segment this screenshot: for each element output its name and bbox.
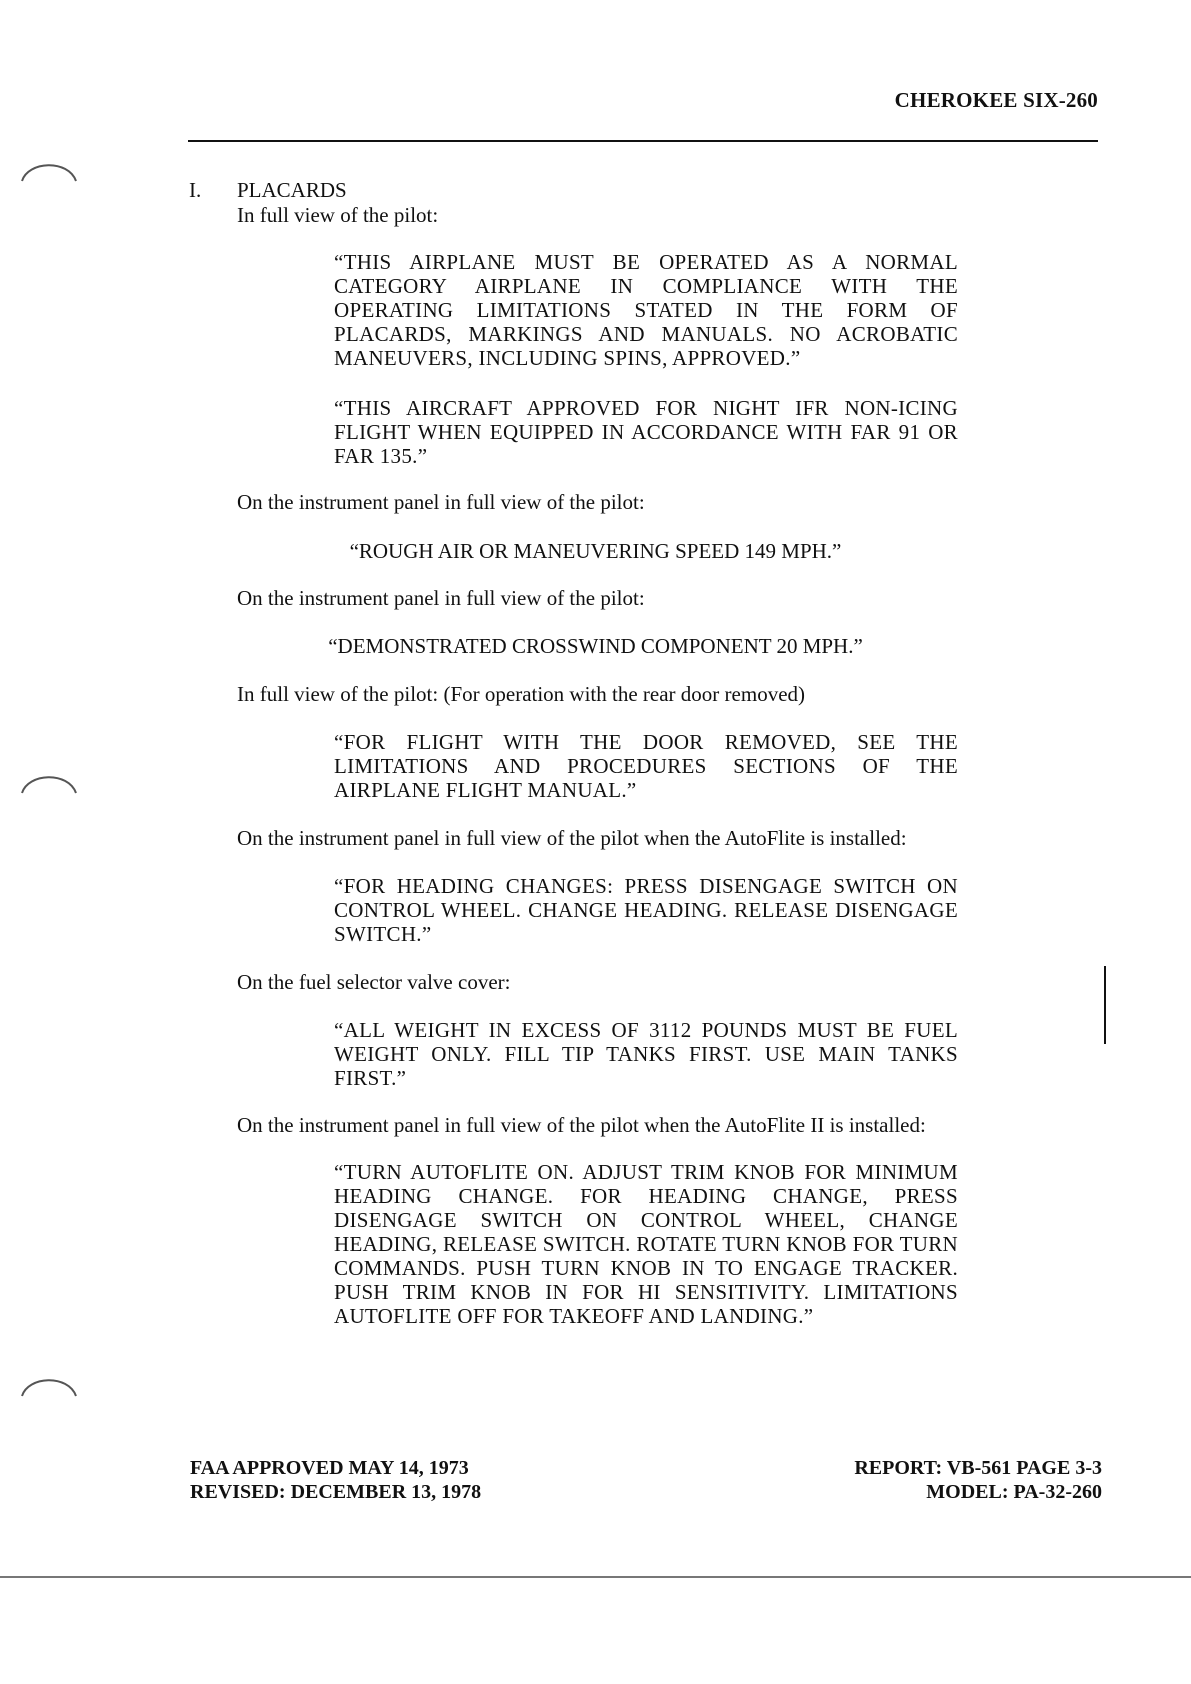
placard-text: “ROUGH AIR OR MANEUVERING SPEED 149 MPH.” [349, 539, 842, 563]
placard-intro: In full view of the pilot: (For operation with the rear door removed) [237, 682, 806, 706]
revision-change-bar [1104, 966, 1106, 1044]
page-bottom-edge [0, 1576, 1191, 1578]
footer-model: MODEL: PA-32-260 [926, 1481, 1102, 1503]
footer-approved: FAA APPROVED MAY 14, 1973 [190, 1457, 469, 1479]
placard-text: “FOR FLIGHT WITH THE DOOR REMOVED, SEE THE LIMITATIONS AND PROCEDURES SECTIONS OF THE AIRPLANE FLIGHT MANUAL.” [334, 730, 958, 802]
placard-text: “THIS AIRPLANE MUST BE OPERATED AS A NORMAL CATEGORY AIRPLANE IN COMPLIANCE WITH THE OPERATING LIMITATIONS STATED IN THE FORM OF PLACARDS, MARKINGS AND MANUALS. NO ACROBATIC MANEUVERS, INCLUDING SPINS, APPROVED.” [334, 250, 958, 370]
punch-hole-middle [18, 767, 80, 813]
placard-intro: On the fuel selector valve cover: [237, 970, 511, 994]
placard-intro: On the instrument panel in full view of the pilot: [237, 490, 645, 514]
placard-text: “THIS AIRCRAFT APPROVED FOR NIGHT IFR NON-ICING FLIGHT WHEN EQUIPPED IN ACCORDANCE WITH FAR 91 OR FAR 135.” [334, 396, 958, 468]
section-number: I. [189, 178, 202, 202]
footer-left [190, 1456, 481, 1504]
punch-hole-bottom [18, 1370, 80, 1416]
footer-right [854, 1456, 1102, 1504]
placard-intro: In full view of the pilot: [237, 203, 439, 227]
section-title: PLACARDS [237, 178, 347, 202]
footer-revised: REVISED: DECEMBER 13, 1978 [190, 1481, 482, 1503]
placard-text: “FOR HEADING CHANGES: PRESS DISENGAGE SWITCH ON CONTROL WHEEL. CHANGE HEADING. RELEASE DISENGAGE SWITCH.” [334, 874, 958, 946]
page-header-title: CHEROKEE SIX-260 [894, 88, 1098, 112]
punch-hole-top [18, 155, 80, 201]
placard-intro: On the instrument panel in full view of the pilot: [237, 586, 645, 610]
footer-report: REPORT: VB-561 PAGE 3-3 [854, 1457, 1102, 1479]
header-rule [188, 140, 1098, 142]
placard-text: “DEMONSTRATED CROSSWIND COMPONENT 20 MPH.” [328, 634, 863, 658]
placard-text: “ALL WEIGHT IN EXCESS OF 3112 POUNDS MUST BE FUEL WEIGHT ONLY. FILL TIP TANKS FIRST. USE MAIN TANKS FIRST.” [334, 1018, 958, 1090]
placard-intro: On the instrument panel in full view of the pilot when the AutoFlite II is installed: [237, 1113, 926, 1137]
placard-text: “TURN AUTOFLITE ON. ADJUST TRIM KNOB FOR MINIMUM HEADING CHANGE. FOR HEADING CHANGE, PRESS DISENGAGE SWITCH ON CONTROL WHEEL, CHANGE HEADING, RELEASE SWITCH. ROTATE TURN KNOB FOR TURN COMMANDS. PUSH TURN KNOB IN TO ENGAGE TRACKER. PUSH TRIM KNOB IN FOR HI SENSITIVITY. LIMITATIONS AUTOFLITE OFF FOR TAKEOFF AND LANDING.” [334, 1160, 958, 1328]
placard-intro: On the instrument panel in full view of the pilot when the AutoFlite is installed: [237, 826, 907, 850]
